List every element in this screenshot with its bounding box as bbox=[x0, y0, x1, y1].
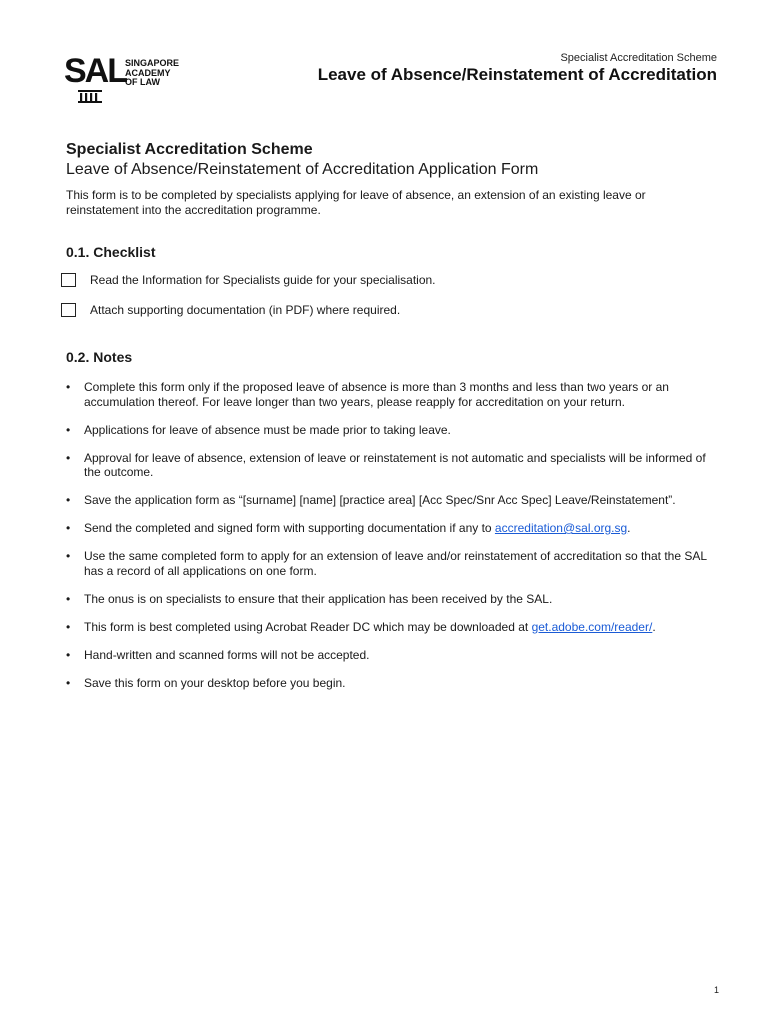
note-item bbox=[66, 620, 716, 635]
notes-heading: 0.2. Notes bbox=[66, 349, 133, 365]
checkbox-attach-docs[interactable] bbox=[61, 303, 76, 317]
intro-paragraph: This form is to be completed by specialists applying for leave of absence, an extension of an existing leave or reinstatement into the accreditation programme. bbox=[66, 188, 646, 217]
checklist-item-guide[interactable] bbox=[61, 273, 436, 287]
checklist-item-documentation[interactable] bbox=[61, 303, 400, 317]
logo-wordmark: SAL bbox=[64, 52, 126, 90]
note-text: . bbox=[652, 619, 656, 634]
note-item: • Approval for leave of absence, extension of leave or reinstatement is not automatic and specialists will be informed of the outcome. bbox=[66, 451, 716, 480]
notes-list bbox=[66, 380, 716, 704]
checkbox-read-guide[interactable] bbox=[61, 273, 76, 287]
document-title: Specialist Accreditation Scheme bbox=[66, 141, 313, 158]
note-text: Send the completed and signed form with supporting documentation if any to bbox=[84, 521, 495, 535]
adobe-reader-link[interactable]: get.adobe.com/reader/ bbox=[531, 619, 653, 634]
note-item: • The onus is on specialists to ensure that their application has been received by the SAL. bbox=[66, 592, 716, 607]
note-item: • Save this form on your desktop before you begin. bbox=[66, 676, 716, 691]
logo-line: OF LAW bbox=[125, 77, 160, 87]
page-number: 1 bbox=[713, 985, 719, 995]
header-scheme-name: Specialist Accreditation Scheme bbox=[560, 52, 717, 64]
note-item bbox=[66, 521, 716, 536]
logo-line: ACADEMY bbox=[125, 67, 171, 78]
note-item: • Save the application form as “[surname] [name] [practice area] [Acc Spec/Snr Acc Spec] Leave/Reinstatement”. bbox=[66, 493, 716, 508]
checklist-item-label: Attach supporting documentation (in PDF) where required. bbox=[90, 303, 401, 317]
checklist-item-label: Read the Information for Specialists guide for your specialisation. bbox=[90, 273, 436, 287]
note-item: • Hand-written and scanned forms will not be accepted. bbox=[66, 648, 716, 663]
header-title: Leave of Absence/Reinstatement of Accreditation bbox=[317, 65, 717, 84]
logo-line: SINGAPORE bbox=[125, 58, 180, 68]
document-subtitle: Leave of Absence/Reinstatement of Accreditation Application Form bbox=[66, 161, 539, 178]
checklist-heading: 0.1. Checklist bbox=[66, 244, 156, 260]
column-pillars-icon bbox=[78, 90, 102, 103]
note-text: This form is best completed using Acrobat Reader DC which may be downloaded at bbox=[84, 619, 532, 634]
note-item: • Complete this form only if the proposed leave of absence is more than 3 months and less than two years or an accumulation thereof. For leave longer than two years, please reapply for accreditation on your return. bbox=[66, 380, 716, 409]
document-intro bbox=[66, 140, 716, 218]
email-link[interactable]: accreditation@sal.org.sg bbox=[494, 521, 628, 535]
sal-logo bbox=[64, 54, 204, 106]
note-item: • Use the same completed form to apply for an extension of leave and/or reinstatement of accreditation so that the SAL has a record of all applications on one form. bbox=[66, 549, 716, 578]
note-text: . bbox=[627, 521, 631, 535]
logo-text bbox=[125, 59, 179, 88]
note-item: • Applications for leave of absence must be made prior to taking leave. bbox=[66, 423, 716, 438]
